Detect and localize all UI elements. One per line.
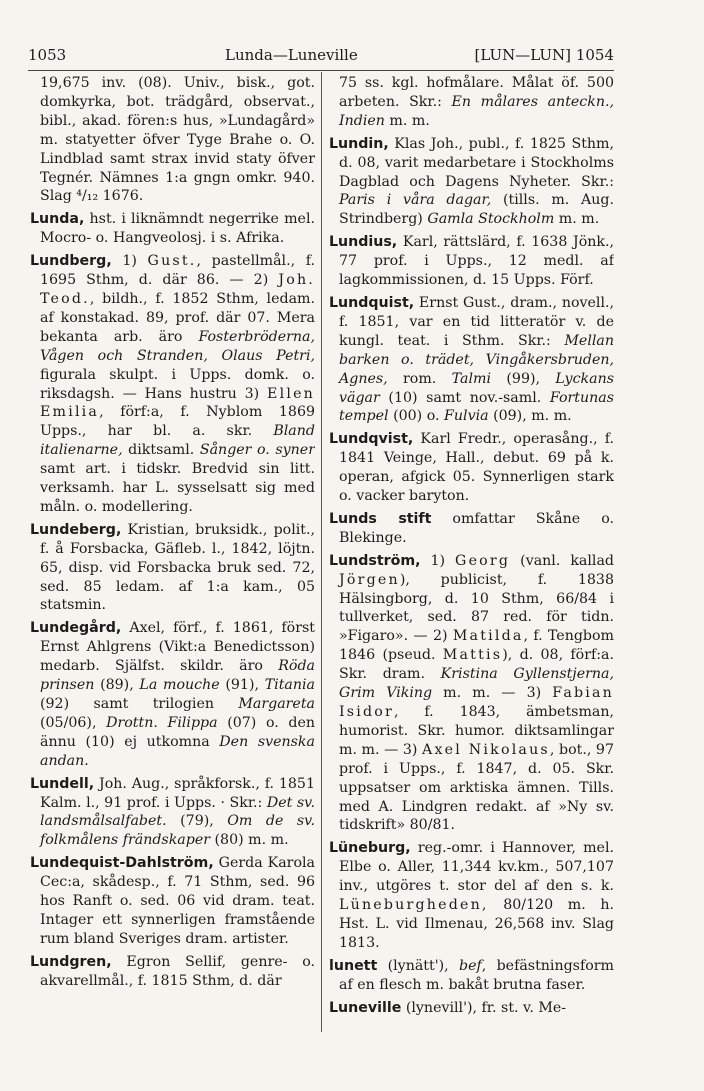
person-name: Georg [455, 552, 511, 569]
entry-text: rom. [387, 370, 452, 387]
work-title: Titania [264, 677, 315, 694]
entry-text: m. m. [554, 211, 600, 228]
entry-headword: Luneville [329, 999, 402, 1016]
entry-lundin [329, 135, 614, 230]
entry-lundeberg [30, 521, 315, 616]
entry-text: Gerda Karola Cec:a, skådesp., f. 71 Sthm, sed. 96 hos Ranft o. sed. 06 vid dram. teat. Intager ett synnerligen framstående rum bland Sveriges dram. artister. [40, 855, 315, 947]
entry-text: (05/06), [40, 714, 107, 731]
entry-text: (09), m. m. [488, 408, 572, 425]
entry-text: figurala skulpt. i Upps. domk. o. riksdagsh. — Hans hustru 3) [40, 366, 315, 402]
running-title: Lunda—Luneville [225, 46, 358, 64]
entry-text: reg.-omr. i Hannover, mel. Elbe o. Aller, 11,344 kv.km., 507,107 inv., utgöres t. stor del af den s. k. [339, 840, 614, 895]
entry-lundqvist [329, 430, 614, 506]
entry-text: (99), [491, 370, 556, 387]
entry-headword: Lundius, [329, 234, 398, 251]
entry-headword: Lundequist-Dahlström, [30, 855, 214, 872]
work-title: Drottn. Filippa [106, 714, 218, 731]
entry-text: Kristian, bruksidk., polit., f. å Forsbacka, Gäfleb. l., 1842, löjtn. 65, disp. vid Forsbacka bruk sed. 72, sed. 85 ledam. af 1:a kam., 05 statsmin. [40, 521, 315, 614]
entry-headword: Lunds stift [329, 510, 432, 527]
column-divider [321, 72, 322, 1032]
work-title: Den svenska andan. [40, 733, 315, 769]
entry-text: (80) m. m. [210, 832, 289, 849]
work-title: Det sv. landsmålsalfabet. [40, 794, 315, 830]
entry-text: 19,675 inv. (08). Univ., bisk., got. domkyrka, bot. trädgård, observat., bibl., akad. fören:s hus, »Lundagård» m. statyetter öfver Tyge Brahe o. O. Lindblad samt strax invid staty öfver Tegnér. Nämnes 1:a gngn omkr. 940. Slag ⁴/₁₂ 1676. [40, 75, 315, 205]
person-name: Jörgen [339, 571, 400, 588]
entry-lunda [30, 210, 315, 248]
person-name: Fabian Isidor [339, 685, 614, 720]
work-title: Lyckans vägar [339, 370, 614, 406]
entry-luneville [329, 999, 614, 1018]
entry-lunds-stift [329, 510, 614, 548]
person-name: Joh. Teod. [40, 272, 315, 307]
entry-lundquist [329, 294, 614, 426]
entry-lundstrom [329, 552, 614, 836]
left-column [30, 74, 315, 1074]
work-title: Fortunas tempel [339, 389, 614, 425]
work-title: Margareta [238, 696, 315, 712]
person-name: Gust. [147, 253, 197, 270]
person-name: Ellen Emilia [40, 385, 315, 421]
entry-text: (tills. m. Aug. Strindberg) [339, 192, 614, 228]
entry-text: 1) [111, 253, 148, 270]
work-title: Mellan barken o. trädet, Vingåkersbruden, Agnes, [339, 332, 614, 387]
entry-text: Axel, förf., f. 1861, först Ernst Ahlgrens (Vikt:a Benedictsson) medarb. Själfst. skildr. äro [40, 620, 315, 675]
work-title: En målares anteckn., Indien [339, 93, 614, 129]
page-header [28, 46, 614, 68]
work-title: Om de sv. folkmålens frändskaper [40, 813, 315, 849]
person-name: Mattis [442, 647, 503, 664]
entry-headword: Lundeberg, [30, 521, 122, 538]
entry-text: (lynevill'), fr. st. v. Me- [401, 999, 567, 1016]
entry-text: ), publicist, f. 1838 Hälsingborg, d. 10 Sthm, 66/84 i tullverket, sed. 87 red. för tidn. »Figaro». — 2) [339, 571, 614, 645]
work-title: Fulvia [444, 408, 489, 425]
work-title: Bland italienarne, [40, 423, 315, 459]
entry-headword: lunett [329, 957, 378, 974]
entry-text: (79), [166, 813, 228, 830]
right-column [329, 74, 614, 1074]
entry-range: [LUN—LUN] [474, 46, 572, 64]
entry-lundell [30, 775, 315, 851]
work-title: Paris i våra dagar, [339, 192, 492, 209]
entry-text: (91), [219, 677, 265, 694]
work-title: Röda prinsen [40, 658, 315, 694]
page-number-right: 1054 [575, 46, 614, 64]
entry-text: (10) samt nov.-saml. [379, 389, 550, 406]
entry-text: ), d. 08, förf:a. Skr. dram. [339, 647, 614, 683]
abbreviation: bef [459, 957, 482, 974]
work-title: Gamla Stockholm [427, 211, 555, 228]
work-title: Fosterbröderna, Vågen och Stranden, Olaus Petri, [40, 328, 315, 364]
entry-text: hst. i liknämndt negerrike mel. Mocro- o. Hangveolosj. i s. Afrika. [40, 211, 315, 247]
entry-lundequist-dahlstrom [30, 854, 315, 949]
entry-text: (07) o. den ännu (10) ej utkomna [40, 714, 315, 750]
entry-headword: Lundgren, [30, 953, 112, 970]
entry-text: Joh. Aug., språkforsk., f. 1851 Kalm. l., 91 prof. i Upps. · Skr.: [40, 775, 315, 811]
entry-headword: Lundegård, [30, 620, 122, 637]
entry-lundberg [30, 252, 315, 517]
entry-lundegard [30, 619, 315, 770]
entry-text: diktsaml. [122, 442, 200, 459]
person-name: Axel Nikolaus [422, 741, 550, 758]
entry-text: , förf:a, f. Nyblom 1869 Upps., har bl. a. skr. [40, 404, 315, 440]
person-name: Matilda [452, 628, 524, 645]
entry-text: 1) [420, 552, 456, 569]
entry-text: (lynätt'), [377, 957, 459, 974]
entry-luneburg [329, 839, 614, 952]
entry-text: 80/120 m. h. Hst. L. vid Ilmenau, 26,568 inv. Slag 1813. [339, 897, 614, 951]
entry-text: (89), [94, 677, 140, 694]
entry-headword: Lundberg, [30, 253, 112, 270]
entry-text: omfattar Skåne o. Blekinge. [339, 510, 614, 546]
entry-text: (92) samt trilogien [40, 696, 239, 712]
header-rule [28, 70, 614, 71]
entry-headword: Lüneburg, [329, 840, 411, 857]
entry-text: , f. Tengbom 1846 (pseud. [339, 628, 614, 664]
entry-text: Egron Sellif, genre- o. akvarellmål., f. 1815 Sthm, d. där [40, 953, 315, 989]
entry-text: Karl, rättslärd, f. 1638 Jönk., 77 prof. i Upps., 12 medl. af lagkommissionen, d. 15 Upps. Förf. [339, 234, 614, 289]
entry-text: (00) o. [388, 408, 445, 425]
entry-text: 75 ss. kgl. hofmålare. Målat öf. 500 arbeten. Skr.: [339, 75, 614, 110]
entry-lunett [329, 957, 614, 995]
place-name: Lüneburgheden, [339, 897, 489, 914]
entry-headword: Lundquist, [329, 294, 415, 311]
page-number-left: 1053 [28, 46, 67, 64]
work-title: La mouche [139, 677, 220, 694]
entry-headword: Lunda, [30, 211, 85, 228]
entry-text: m. m. [384, 112, 430, 129]
work-title: Sånger o. syner [199, 442, 315, 459]
entry-lund-continued [30, 74, 315, 206]
entry-text: m. m. — 3) [432, 685, 553, 702]
entry-headword: Lundell, [30, 775, 95, 792]
entry-lundius [329, 233, 614, 290]
entry-headword: Lundqvist, [329, 431, 414, 448]
entry-text: samt art. i tidskr. Bredvid sin litt. verksamh. har L. sysselsatt sig med måln. o. modellering. [40, 461, 315, 515]
header-right [475, 46, 615, 64]
entry-text: (vanl. kallad [510, 552, 614, 569]
entry-lundgren-continued [329, 74, 614, 131]
entry-text: , pastellmål., f. 1695 Sthm, d. där 86. — 2) [40, 253, 315, 289]
work-title: Kristina Gyllenstjerna, Grim Viking [339, 666, 614, 702]
entry-text: , bot., 97 prof. i Upps., f. 1847, d. 05. Skr. uppsatser om arktiska ämnen. Tills. med A. Lindgren redakt. af »Ny sv. tidskrift» 80/81. [339, 741, 614, 834]
entry-text: Karl Fredr., operasång., f. 1841 Veinge, Hall., debut. 69 på k. operan, afgick 05. Synnerligen stark o. vacker baryton. [339, 431, 614, 505]
entry-text: , f. 1843, ämbetsman, humorist. Skr. humor. diktsamlingar m. m. — 3) [339, 704, 614, 758]
entry-text: Klas Joh., publ., f. 1825 Sthm, d. 08, varit medarbetare i Stockholms Dagblad och Dagens Nyheter. Skr.: [339, 135, 614, 190]
entry-headword: Lundin, [329, 135, 389, 152]
entry-headword: Lundström, [329, 552, 421, 569]
work-title: Talmi [451, 370, 492, 387]
entry-text: , befästningsform af en flesch m. bakåt brutna faser. [339, 957, 614, 993]
entry-lundgren [30, 953, 315, 991]
entry-text: , bildh., f. 1852 Sthm, ledam. af konstakad. 89, prof. där 07. Mera bekanta arb. äro [40, 290, 315, 345]
entry-text: Ernst Gust., dram., novell., f. 1851, var en tid litteratör v. de kungl. teat. i Sthm. Skr.: [339, 294, 614, 349]
